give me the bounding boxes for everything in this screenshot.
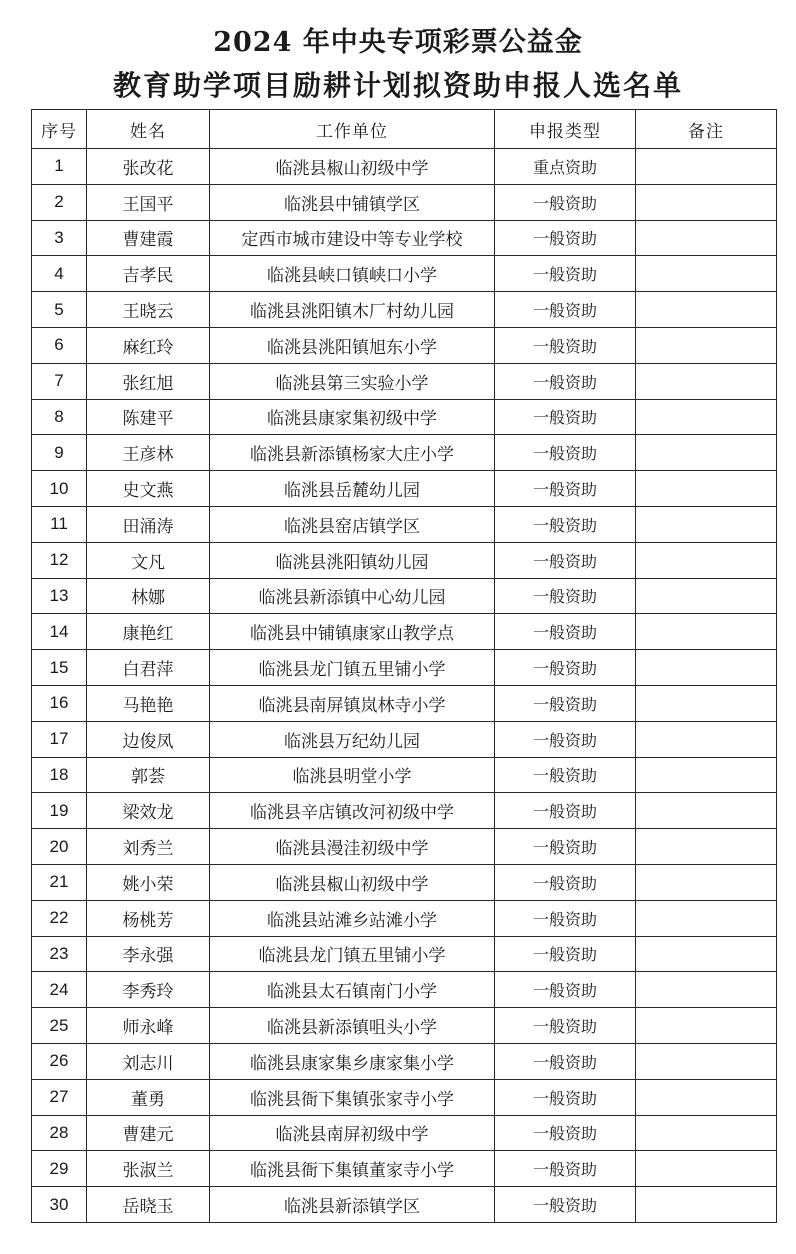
row-number: 18 <box>32 757 87 793</box>
row-application-type: 一般资助 <box>495 685 636 721</box>
row-remarks <box>636 1187 777 1223</box>
row-remarks <box>636 1115 777 1151</box>
row-application-type: 一般资助 <box>495 650 636 686</box>
row-name: 曹建元 <box>87 1115 210 1151</box>
table-row <box>32 685 777 721</box>
row-application-type: 一般资助 <box>495 793 636 829</box>
row-number: 19 <box>32 793 87 829</box>
row-remarks <box>636 650 777 686</box>
row-application-type: 一般资助 <box>495 399 636 435</box>
table-row <box>32 399 777 435</box>
row-number: 7 <box>32 363 87 399</box>
row-remarks <box>636 1008 777 1044</box>
table-row <box>32 793 777 829</box>
row-number: 23 <box>32 936 87 972</box>
row-name: 文凡 <box>87 542 210 578</box>
row-name: 刘志川 <box>87 1043 210 1079</box>
row-application-type: 一般资助 <box>495 363 636 399</box>
row-name: 岳晓玉 <box>87 1187 210 1223</box>
row-number: 15 <box>32 650 87 686</box>
table-body <box>32 149 777 1223</box>
row-number: 22 <box>32 900 87 936</box>
header-remarks: 备注 <box>636 110 777 149</box>
row-remarks <box>636 149 777 185</box>
row-work-unit: 临洮县南屏初级中学 <box>210 1115 495 1151</box>
row-number: 6 <box>32 327 87 363</box>
row-name: 王国平 <box>87 184 210 220</box>
row-work-unit: 临洮县太石镇南门小学 <box>210 972 495 1008</box>
table-row <box>32 1115 777 1151</box>
table-row <box>32 721 777 757</box>
row-application-type: 一般资助 <box>495 1151 636 1187</box>
row-remarks <box>636 757 777 793</box>
row-work-unit: 临洮县康家集乡康家集小学 <box>210 1043 495 1079</box>
row-remarks <box>636 220 777 256</box>
row-work-unit: 临洮县辛店镇改河初级中学 <box>210 793 495 829</box>
table-row <box>32 650 777 686</box>
row-work-unit: 临洮县洮阳镇旭东小学 <box>210 327 495 363</box>
row-application-type: 一般资助 <box>495 542 636 578</box>
row-work-unit: 临洮县第三实验小学 <box>210 363 495 399</box>
document-title-line1: 2024 年中央专项彩票公益金 <box>213 27 583 58</box>
row-work-unit: 临洮县洮阳镇木厂村幼儿园 <box>210 292 495 328</box>
row-remarks <box>636 936 777 972</box>
row-work-unit: 临洮县明堂小学 <box>210 757 495 793</box>
table-row <box>32 936 777 972</box>
row-number: 9 <box>32 435 87 471</box>
row-work-unit: 临洮县康家集初级中学 <box>210 399 495 435</box>
table-row <box>32 184 777 220</box>
table-row <box>32 900 777 936</box>
row-application-type: 一般资助 <box>495 757 636 793</box>
table-row <box>32 1151 777 1187</box>
table-row <box>32 471 777 507</box>
row-name: 马艳艳 <box>87 685 210 721</box>
row-name: 王晓云 <box>87 292 210 328</box>
row-work-unit: 临洮县椒山初级中学 <box>210 149 495 185</box>
row-number: 12 <box>32 542 87 578</box>
table-row <box>32 435 777 471</box>
row-application-type: 一般资助 <box>495 1079 636 1115</box>
row-number: 2 <box>32 184 87 220</box>
row-name: 康艳红 <box>87 614 210 650</box>
table-row <box>32 363 777 399</box>
row-application-type: 一般资助 <box>495 721 636 757</box>
table-row <box>32 578 777 614</box>
row-number: 17 <box>32 721 87 757</box>
row-work-unit: 临洮县新添镇咀头小学 <box>210 1008 495 1044</box>
row-remarks <box>636 363 777 399</box>
row-remarks <box>636 292 777 328</box>
row-remarks <box>636 435 777 471</box>
row-application-type: 一般资助 <box>495 972 636 1008</box>
row-name: 刘秀兰 <box>87 829 210 865</box>
row-number: 13 <box>32 578 87 614</box>
row-remarks <box>636 399 777 435</box>
row-application-type: 一般资助 <box>495 184 636 220</box>
row-application-type: 一般资助 <box>495 829 636 865</box>
table-row <box>32 1079 777 1115</box>
row-number: 14 <box>32 614 87 650</box>
document-title-line2: 教育助学项目励耕计划拟资助申报人选名单 <box>112 69 683 102</box>
row-remarks <box>636 793 777 829</box>
header-application-type: 申报类型 <box>495 110 636 149</box>
table-row <box>32 542 777 578</box>
table-row <box>32 829 777 865</box>
row-name: 边俊凤 <box>87 721 210 757</box>
row-name: 张红旭 <box>87 363 210 399</box>
row-work-unit: 临洮县新添镇学区 <box>210 1187 495 1223</box>
row-name: 张淑兰 <box>87 1151 210 1187</box>
table-row <box>32 864 777 900</box>
table-row <box>32 327 777 363</box>
row-remarks <box>636 184 777 220</box>
row-work-unit: 临洮县站滩乡站滩小学 <box>210 900 495 936</box>
row-name: 杨桃芳 <box>87 900 210 936</box>
row-work-unit: 临洮县岳麓幼儿园 <box>210 471 495 507</box>
row-application-type: 一般资助 <box>495 1115 636 1151</box>
row-application-type: 一般资助 <box>495 1043 636 1079</box>
row-name: 史文燕 <box>87 471 210 507</box>
row-application-type: 一般资助 <box>495 1008 636 1044</box>
row-number: 28 <box>32 1115 87 1151</box>
row-remarks <box>636 256 777 292</box>
row-work-unit: 临洮县新添镇中心幼儿园 <box>210 578 495 614</box>
row-work-unit: 临洮县万纪幼儿园 <box>210 721 495 757</box>
row-work-unit: 临洮县窑店镇学区 <box>210 506 495 542</box>
row-application-type: 一般资助 <box>495 471 636 507</box>
row-name: 董勇 <box>87 1079 210 1115</box>
row-name: 师永峰 <box>87 1008 210 1044</box>
row-remarks <box>636 506 777 542</box>
row-work-unit: 临洮县椒山初级中学 <box>210 864 495 900</box>
row-work-unit: 定西市城市建设中等专业学校 <box>210 220 495 256</box>
row-name: 王彦林 <box>87 435 210 471</box>
row-application-type: 一般资助 <box>495 256 636 292</box>
row-number: 21 <box>32 864 87 900</box>
table-row <box>32 506 777 542</box>
table-row <box>32 1043 777 1079</box>
row-work-unit: 临洮县龙门镇五里铺小学 <box>210 650 495 686</box>
row-number: 30 <box>32 1187 87 1223</box>
candidate-table <box>31 109 777 1223</box>
row-name: 林娜 <box>87 578 210 614</box>
table-row <box>32 1187 777 1223</box>
row-application-type: 一般资助 <box>495 292 636 328</box>
table-row <box>32 292 777 328</box>
row-name: 田涌涛 <box>87 506 210 542</box>
row-application-type: 一般资助 <box>495 506 636 542</box>
row-remarks <box>636 1079 777 1115</box>
row-remarks <box>636 471 777 507</box>
row-name: 李永强 <box>87 936 210 972</box>
row-name: 姚小荣 <box>87 864 210 900</box>
table-header-row <box>32 110 777 149</box>
table-row <box>32 149 777 185</box>
row-name: 郭荟 <box>87 757 210 793</box>
row-work-unit: 临洮县新添镇杨家大庄小学 <box>210 435 495 471</box>
row-name: 白君萍 <box>87 650 210 686</box>
row-number: 26 <box>32 1043 87 1079</box>
row-name: 陈建平 <box>87 399 210 435</box>
row-number: 16 <box>32 685 87 721</box>
row-work-unit: 临洮县峡口镇峡口小学 <box>210 256 495 292</box>
row-number: 10 <box>32 471 87 507</box>
row-number: 4 <box>32 256 87 292</box>
row-application-type: 一般资助 <box>495 220 636 256</box>
row-remarks <box>636 721 777 757</box>
row-application-type: 一般资助 <box>495 435 636 471</box>
row-remarks <box>636 542 777 578</box>
row-remarks <box>636 578 777 614</box>
row-name: 梁效龙 <box>87 793 210 829</box>
row-remarks <box>636 972 777 1008</box>
row-number: 1 <box>32 149 87 185</box>
row-application-type: 一般资助 <box>495 1187 636 1223</box>
row-application-type: 一般资助 <box>495 936 636 972</box>
table-row <box>32 614 777 650</box>
row-remarks <box>636 829 777 865</box>
row-application-type: 一般资助 <box>495 900 636 936</box>
table-row <box>32 757 777 793</box>
row-application-type: 一般资助 <box>495 327 636 363</box>
row-number: 27 <box>32 1079 87 1115</box>
header-number: 序号 <box>32 110 87 149</box>
row-work-unit: 临洮县洮阳镇幼儿园 <box>210 542 495 578</box>
row-work-unit: 临洮县衙下集镇张家寺小学 <box>210 1079 495 1115</box>
table-row <box>32 1008 777 1044</box>
row-application-type: 一般资助 <box>495 614 636 650</box>
row-number: 29 <box>32 1151 87 1187</box>
row-work-unit: 临洮县中铺镇康家山教学点 <box>210 614 495 650</box>
row-number: 8 <box>32 399 87 435</box>
row-name: 吉孝民 <box>87 256 210 292</box>
row-remarks <box>636 864 777 900</box>
row-work-unit: 临洮县中铺镇学区 <box>210 184 495 220</box>
header-work-unit: 工作单位 <box>210 110 495 149</box>
row-remarks <box>636 614 777 650</box>
row-work-unit: 临洮县衙下集镇董家寺小学 <box>210 1151 495 1187</box>
row-number: 24 <box>32 972 87 1008</box>
table-row <box>32 220 777 256</box>
row-number: 25 <box>32 1008 87 1044</box>
row-number: 20 <box>32 829 87 865</box>
row-number: 5 <box>32 292 87 328</box>
row-name: 李秀玲 <box>87 972 210 1008</box>
row-work-unit: 临洮县漫洼初级中学 <box>210 829 495 865</box>
row-name: 张改花 <box>87 149 210 185</box>
row-application-type: 一般资助 <box>495 578 636 614</box>
table-row <box>32 972 777 1008</box>
row-application-type: 一般资助 <box>495 864 636 900</box>
table-row <box>32 256 777 292</box>
row-name: 曹建霞 <box>87 220 210 256</box>
row-remarks <box>636 1043 777 1079</box>
row-work-unit: 临洮县龙门镇五里铺小学 <box>210 936 495 972</box>
row-remarks <box>636 1151 777 1187</box>
row-application-type: 重点资助 <box>495 149 636 185</box>
row-remarks <box>636 685 777 721</box>
row-remarks <box>636 900 777 936</box>
row-number: 11 <box>32 506 87 542</box>
row-work-unit: 临洮县南屏镇岚林寺小学 <box>210 685 495 721</box>
row-number: 3 <box>32 220 87 256</box>
row-name: 麻红玲 <box>87 327 210 363</box>
row-remarks <box>636 327 777 363</box>
header-name: 姓名 <box>87 110 210 149</box>
